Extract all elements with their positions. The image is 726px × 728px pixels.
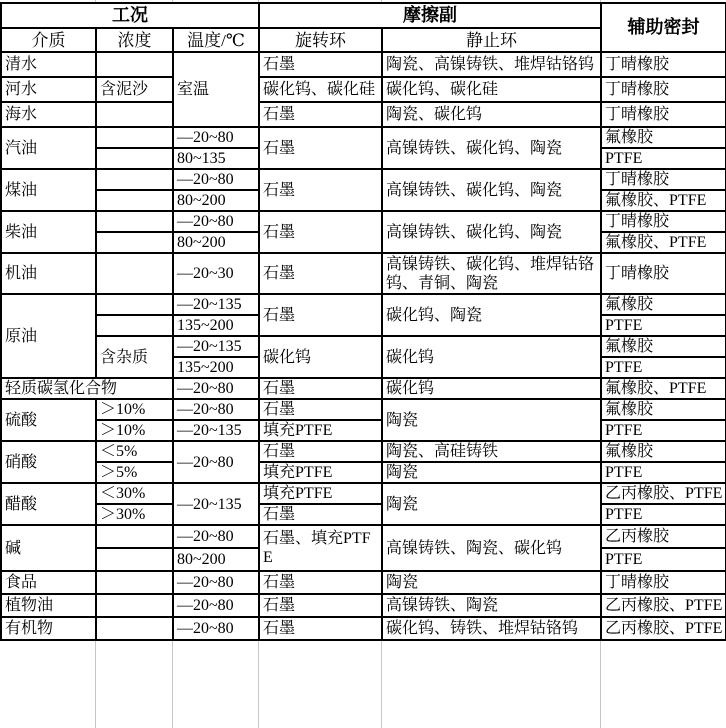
table-cell: 80~200 — [173, 232, 259, 253]
table-row — [1, 336, 726, 357]
table-cell: 丁晴橡胶 — [601, 169, 726, 190]
table-cell: 135~200 — [173, 315, 259, 336]
table-row — [1, 420, 726, 441]
mechanical-seal-material-selection-table — [0, 2, 726, 641]
table-cell: 原油 — [1, 294, 96, 378]
table-cell: 氟橡胶 — [601, 441, 726, 462]
table-cell — [96, 148, 173, 169]
header-cell: 工况 — [1, 3, 259, 28]
table-cell: PTFE — [601, 357, 726, 378]
table-cell: 氟橡胶、PTFE — [601, 232, 726, 253]
table-row — [1, 211, 726, 232]
sheet-gridline — [258, 641, 259, 728]
table-cell — [96, 315, 173, 336]
table-cell: 丁晴橡胶 — [601, 102, 726, 127]
table-cell: 河水 — [1, 77, 96, 102]
table-cell: 氟橡胶、PTFE — [601, 378, 726, 399]
table-cell: ＞30% — [96, 504, 173, 525]
table-cell: 含泥沙 — [96, 77, 173, 102]
table-cell: —20~80 — [173, 378, 259, 399]
table-cell: 氟橡胶 — [601, 336, 726, 357]
table-cell: 高镍铸铁、陶瓷、碳化钨 — [382, 525, 601, 571]
table-cell: 氟橡胶 — [601, 127, 726, 148]
table-cell: 丁晴橡胶 — [601, 571, 726, 594]
table-cell: 氟橡胶 — [601, 399, 726, 420]
table-cell: 碳化钨、碳化硅 — [382, 77, 601, 102]
table-cell — [96, 232, 173, 253]
table-cell — [96, 169, 173, 190]
table-cell: 石墨 — [259, 127, 382, 169]
table-cell: —20~30 — [173, 253, 259, 294]
table-cell: 高镍铸铁、陶瓷 — [382, 594, 601, 617]
table-cell: 硫酸 — [1, 399, 96, 441]
table-cell — [96, 253, 173, 294]
sheet-gridline — [172, 641, 173, 728]
table-cell — [96, 102, 173, 127]
table-cell: PTFE — [601, 315, 726, 336]
table-row — [1, 441, 726, 462]
table-cell: 陶瓷、高硅铸铁 — [382, 441, 601, 462]
table-cell: 陶瓷 — [382, 571, 601, 594]
table-cell: 陶瓷 — [382, 483, 601, 525]
table-cell: 80~135 — [173, 148, 259, 169]
table-cell: 植物油 — [1, 594, 96, 617]
header-cell: 介质 — [1, 28, 96, 52]
table-cell — [96, 571, 173, 594]
sheet-gridline — [381, 0, 382, 2]
table-cell: 80~200 — [173, 190, 259, 211]
table-cell: —20~80 — [173, 127, 259, 148]
sheet-gridline — [172, 0, 173, 2]
header-cell: 浓度 — [96, 28, 173, 52]
table-row — [1, 52, 726, 77]
table-cell: —20~80 — [173, 399, 259, 420]
table-cell: 石墨 — [259, 504, 382, 525]
table-cell — [96, 127, 173, 148]
table-cell — [96, 52, 173, 77]
table-cell: 氟橡胶 — [601, 294, 726, 315]
table-cell: 石墨 — [259, 294, 382, 336]
table-cell: ＞10% — [96, 420, 173, 441]
table-cell: 石墨 — [259, 571, 382, 594]
table-cell: 氟橡胶、PTFE — [601, 190, 726, 211]
table-cell: 碳化钨 — [382, 336, 601, 378]
table-row — [1, 169, 726, 190]
table-cell: 碳化钨 — [382, 378, 601, 399]
table-cell: —20~80 — [173, 617, 259, 640]
table-row — [1, 483, 726, 504]
table-cell: 填充PTFE — [259, 483, 382, 504]
sheet-gridline — [95, 0, 96, 2]
table-cell: 乙丙橡胶 — [601, 525, 726, 548]
table-row — [1, 399, 726, 420]
table-cell: 石墨、填充PTFE — [259, 525, 382, 571]
table-cell — [96, 190, 173, 211]
table-cell: —20~80 — [173, 169, 259, 190]
table-cell: 碳化钨 — [259, 336, 382, 378]
table-cell: —20~135 — [173, 420, 259, 441]
table-row — [1, 571, 726, 594]
header-cell: 温度/℃ — [173, 28, 259, 52]
table-cell: —20~80 — [173, 211, 259, 232]
header-cell: 辅助密封 — [601, 3, 726, 52]
table-cell: 室温 — [173, 52, 259, 127]
table-cell: 石墨 — [259, 52, 382, 77]
sheet-gridline — [95, 641, 96, 728]
table-cell: 高镍铸铁、碳化钨、陶瓷 — [382, 127, 601, 169]
table-cell: 石墨 — [259, 169, 382, 211]
table-cell: 柴油 — [1, 211, 96, 253]
table-row — [1, 253, 726, 294]
table-cell: 碱 — [1, 525, 96, 571]
table-row — [1, 525, 726, 548]
table-cell: 石墨 — [259, 378, 382, 399]
table-cell: 石墨 — [259, 594, 382, 617]
table-cell: 乙丙橡胶、PTFE — [601, 617, 726, 640]
header-cell: 摩擦副 — [259, 3, 601, 28]
table-cell: 丁晴橡胶 — [601, 52, 726, 77]
table-cell: 丁晴橡胶 — [601, 77, 726, 102]
table-cell: ＜30% — [96, 483, 173, 504]
sheet-gridline — [258, 0, 259, 2]
table-cell: 石墨 — [259, 617, 382, 640]
table-cell: 石墨 — [259, 211, 382, 253]
table-cell: ＞5% — [96, 462, 173, 483]
table-cell: 石墨 — [259, 441, 382, 462]
table-body — [1, 3, 726, 640]
table-row — [1, 77, 726, 102]
table-cell — [96, 548, 173, 571]
sheet-gridline — [600, 641, 601, 728]
table-cell — [96, 211, 173, 232]
sheet-gridline — [381, 641, 382, 728]
table-cell: 80~200 — [173, 548, 259, 571]
table-cell: 乙丙橡胶、PTFE — [601, 594, 726, 617]
table-cell: 石墨 — [259, 253, 382, 294]
table-cell: 乙丙橡胶、PTFE — [601, 483, 726, 504]
table-cell: —20~80 — [173, 525, 259, 548]
table-cell: PTFE — [601, 548, 726, 571]
table-cell: 丁晴橡胶 — [601, 253, 726, 294]
table-cell: 高镍铸铁、碳化钨、堆焊钴铬钨、青铜、陶瓷 — [382, 253, 601, 294]
table-cell: 丁晴橡胶 — [601, 211, 726, 232]
table-row — [1, 617, 726, 640]
table-cell — [96, 617, 173, 640]
table-row — [1, 594, 726, 617]
table-cell: 碳化钨、铸铁、堆焊钴铬钨 — [382, 617, 601, 640]
sheet-gridline — [600, 0, 601, 2]
table-cell: 填充PTFE — [259, 420, 382, 441]
table-cell: —20~135 — [173, 483, 259, 525]
table-cell: 陶瓷、高镍铸铁、堆焊钴铬钨 — [382, 52, 601, 77]
table-row — [1, 462, 726, 483]
table-row — [1, 102, 726, 127]
table-cell: 碳化钨、陶瓷 — [382, 294, 601, 336]
table-cell: —20~80 — [173, 571, 259, 594]
table-cell: 汽油 — [1, 127, 96, 169]
table-cell: ＞10% — [96, 399, 173, 420]
table-row — [1, 127, 726, 148]
table-row — [1, 504, 726, 525]
table-cell: PTFE — [601, 148, 726, 169]
table-cell: 醋酸 — [1, 483, 96, 525]
table-cell: PTFE — [601, 504, 726, 525]
table-cell: 煤油 — [1, 169, 96, 211]
table-row — [1, 294, 726, 315]
table-cell: —20~135 — [173, 294, 259, 315]
table-cell: 机油 — [1, 253, 96, 294]
header-cell: 静止环 — [382, 28, 601, 52]
table-cell: 含杂质 — [96, 336, 173, 378]
table-row — [1, 378, 726, 399]
table-cell: 陶瓷、碳化钨 — [382, 102, 601, 127]
table-cell: PTFE — [601, 420, 726, 441]
table-cell: —20~80 — [173, 594, 259, 617]
table-cell: 海水 — [1, 102, 96, 127]
table-cell: 135~200 — [173, 357, 259, 378]
table-cell — [96, 594, 173, 617]
table-cell: 陶瓷 — [382, 399, 601, 441]
table-cell: 石墨 — [259, 102, 382, 127]
table-cell: 陶瓷 — [382, 462, 601, 483]
table-cell: 碳化钨、碳化硅 — [259, 77, 382, 102]
table-cell: 石墨 — [259, 399, 382, 420]
table-cell — [96, 525, 173, 548]
table-cell: —20~80 — [173, 441, 259, 483]
table-cell: 填充PTFE — [259, 462, 382, 483]
table-cell: 硝酸 — [1, 441, 96, 483]
table-cell: 食品 — [1, 571, 96, 594]
table-cell: 轻质碳氢化合物 — [1, 378, 173, 399]
table-cell: —20~135 — [173, 336, 259, 357]
table-cell: 清水 — [1, 52, 96, 77]
header-row — [1, 3, 726, 28]
table-cell: 高镍铸铁、碳化钨、陶瓷 — [382, 211, 601, 253]
table-cell: ＜5% — [96, 441, 173, 462]
table-cell: PTFE — [601, 462, 726, 483]
table-cell: 高镍铸铁、碳化钨、陶瓷 — [382, 169, 601, 211]
header-cell: 旋转环 — [259, 28, 382, 52]
table-cell — [96, 294, 173, 315]
table-cell: 有机物 — [1, 617, 96, 640]
